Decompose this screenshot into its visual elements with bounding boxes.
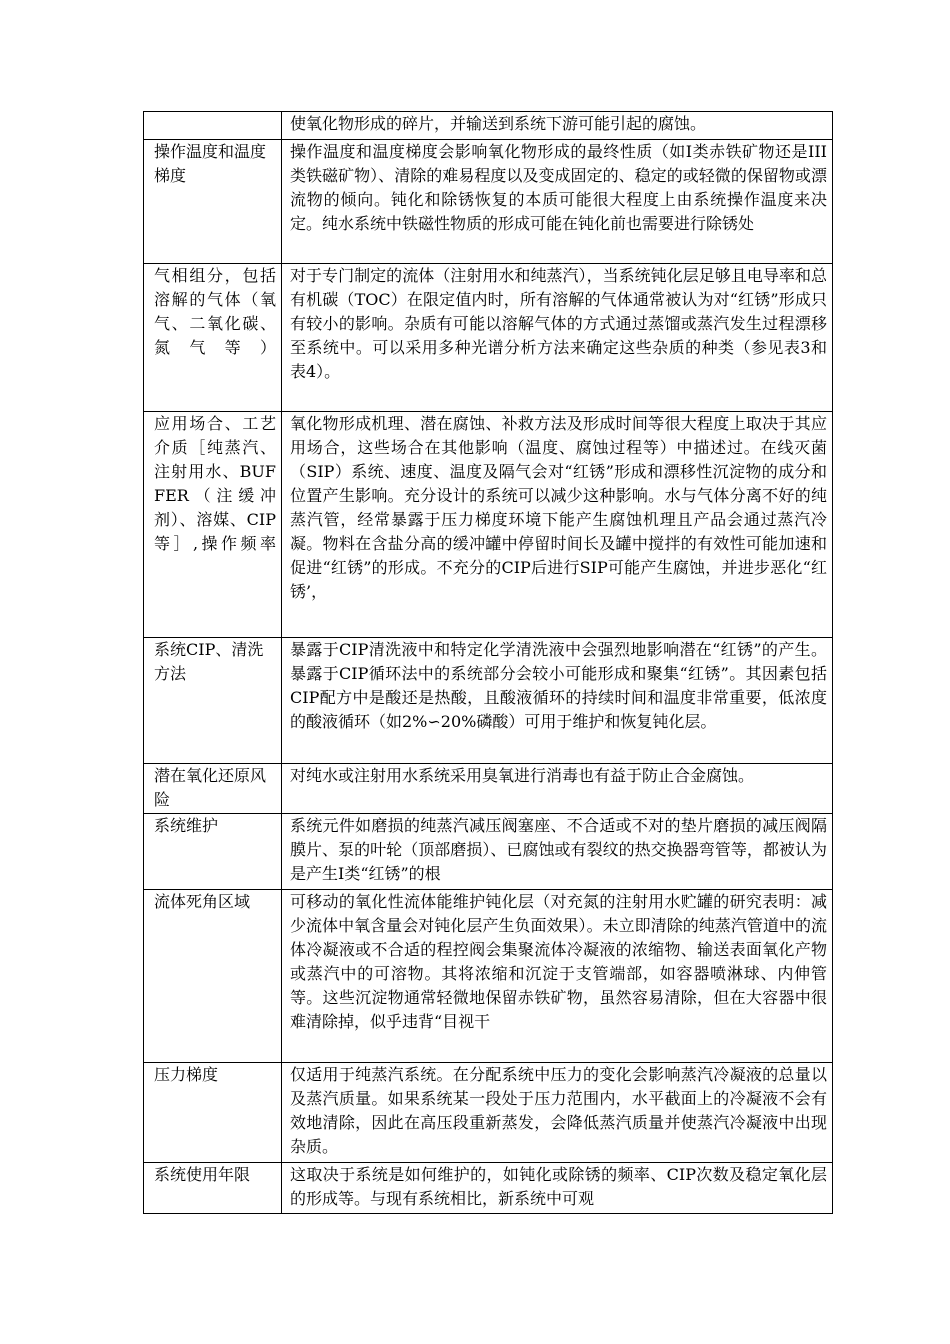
desc-text: 氧化物形成机理、潜在腐蚀、补救方法及形成时间等很大程度上取决于其应用场合，这些场合在其他影响（温度、腐蚀过程等）中描述过。在线灭菌（SIP）系统、速度、温度及隔气会对“红锈”形成和漂移性沉淀物的成分和位置产生影响。充分设计的系统可以减少这种影响。水与气体分离不好的纯蒸汽管，经常暴露于压力梯度环境下能产生腐蚀机理且产品会通过蒸汽冷凝。物料在含盐分高的缓冲罐中停留时间长及罐中搅拌的有效性可能加速和促进“红锈”的形成。不充分的CIP后进行SIP可能产生腐蚀，并进步恶化“红锈’， [290, 414, 827, 601]
desc-cell [282, 140, 833, 264]
desc-text: 对纯水或注射用水系统采用臭氧进行消毒也有益于防止合金腐蚀。 [290, 766, 755, 785]
table-row [144, 264, 833, 412]
param-cell: 应用场合、工艺介质［纯蒸汽、注射用水、BUFFER（注缓冲剂）、溶媒、CIP等］,操作频率 [144, 412, 282, 638]
desc-cell [282, 264, 833, 412]
desc-cell [282, 764, 833, 814]
desc-cell [282, 890, 833, 1063]
desc-cell [282, 1163, 833, 1214]
desc-text: 这取决于系统是如何维护的，如钝化或除锈的频率、CIP次数及稳定氧化层的形成等。与现有系统相比，新系统中可观 [290, 1165, 827, 1208]
factor-table [143, 111, 833, 1214]
desc-text: 对于专门制定的流体（注射用水和纯蒸汽），当系统钝化层足够且电导率和总有机碳（TOC）在限定值内时，所有溶解的气体通常被认为对“红锈”形成只有较小的影响。杂质有可能以溶解气体的方式通过蒸馏或蒸汽发生过程漂移至系统中。可以采用多种光谱分析方法来确定这些杂质的种类（参见表3和表4）。 [290, 266, 827, 381]
param-cell [144, 112, 282, 140]
table-row [144, 638, 833, 764]
desc-cell [282, 112, 833, 140]
desc-text: 可移动的氧化性流体能维护钝化层（对充氮的注射用水贮罐的研究表明：减少流体中氧含量会对钝化层产生负面效果）。未立即清除的纯蒸汽管道中的流体冷凝液或不合适的程控阀会集聚流体冷凝液的浓缩物、输送表面氧化产物或蒸汽中的可溶物。其将浓缩和沉淀于支管端部，如容器喷淋球、内伸管等。这些沉淀物通常轻微地保留赤铁矿物，虽然容易清除，但在大容器中很难清除掉，似乎违背“目视干 [290, 892, 827, 1031]
table-row [144, 112, 833, 140]
desc-cell [282, 814, 833, 890]
desc-text: 系统元件如磨损的纯蒸汽减压阀塞座、不合适或不对的垫片磨损的减压阀隔膜片、泵的叶轮（顶部磨损）、已腐蚀或有裂纹的热交换器弯管等，都被认为是产生Ⅰ类“红锈”的根 [290, 816, 827, 883]
table-row [144, 890, 833, 1063]
desc-cell [282, 638, 833, 764]
table-row [144, 1063, 833, 1163]
table-row [144, 764, 833, 814]
param-cell: 流体死角区域 [144, 890, 282, 1063]
param-cell: 压力梯度 [144, 1063, 282, 1163]
desc-text: 使氧化物形成的碎片，并输送到系统下游可能引起的腐蚀。 [290, 114, 707, 133]
param-cell: 潜在氧化还原风险 [144, 764, 282, 814]
param-cell: 系统CIP、清洗方法 [144, 638, 282, 764]
desc-text: 暴露于CIP清洗液中和特定化学清洗液中会强烈地影响潜在“红锈”的产生。暴露于CIP循环法中的系统部分会较小可能形成和聚集“红锈”。其因素包括CIP配方中是酸还是热酸，且酸液循环的持续时间和温度非常重要，低浓度的酸液循环（如2%∽20%磷酸）可用于维护和恢复钝化层。 [290, 640, 827, 731]
table-row [144, 412, 833, 638]
desc-cell [282, 412, 833, 638]
desc-text: 仅适用于纯蒸汽系统。在分配系统中压力的变化会影响蒸汽冷凝液的总量以及蒸汽质量。如果系统某一段处于压力范围内，水平截面上的冷凝液不会有效地清除，因此在高压段重新蒸发，会降低蒸汽质量并使蒸汽冷凝液中出现杂质。 [290, 1065, 827, 1156]
table-row [144, 140, 833, 264]
param-cell: 气相组分，包括溶解的气体（氧气、二氧化碳、氮气等） [144, 264, 282, 412]
table-row [144, 1163, 833, 1214]
table-row [144, 814, 833, 890]
param-cell: 系统使用年限 [144, 1163, 282, 1214]
param-cell: 系统维护 [144, 814, 282, 890]
param-cell: 操作温度和温度梯度 [144, 140, 282, 264]
desc-text: 操作温度和温度梯度会影响氧化物形成的最终性质（如Ⅰ类赤铁矿物还是III类铁磁矿物）、清除的难易程度以及变成固定的、稳定的或轻微的保留物或漂流物的倾向。钝化和除锈恢复的本质可能很大程度上由系统操作温度来决定。纯水系统中铁磁性物质的形成可能在钝化前也需要进行除锈处 [290, 142, 827, 233]
desc-cell [282, 1063, 833, 1163]
